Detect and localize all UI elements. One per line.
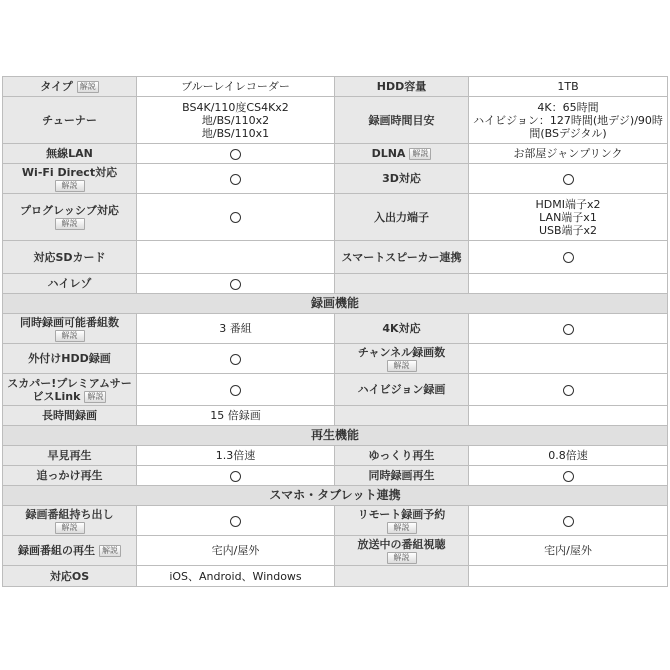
spec-label: ゆっくり再生 xyxy=(335,446,469,466)
spec-value-cell xyxy=(137,194,335,241)
kaisetsu-button[interactable]: 解説 xyxy=(84,391,106,403)
kaisetsu-button[interactable]: 解説 xyxy=(387,552,417,564)
kaisetsu-button[interactable]: 解説 xyxy=(387,360,417,372)
circle-mark-icon xyxy=(230,279,241,290)
spec-label: 同時録画可能番組数 xyxy=(20,315,119,329)
circle-mark-icon xyxy=(230,516,241,527)
circle-mark-icon xyxy=(230,149,241,160)
spec-label-empty xyxy=(335,406,469,426)
spec-value: 15 倍録画 xyxy=(137,406,335,426)
kaisetsu-button[interactable]: 解説 xyxy=(55,180,85,192)
spec-value: 宅内/屋外 xyxy=(137,536,335,566)
circle-mark-icon xyxy=(230,354,241,365)
spec-label: 長時間録画 xyxy=(3,406,137,426)
spec-label: リモート録画予約 xyxy=(357,507,446,521)
spec-value-line: BS4K/110度CS4Kx2 xyxy=(182,100,289,114)
spec-label: 4K対応 xyxy=(335,314,469,344)
spec-label: 早見再生 xyxy=(3,446,137,466)
spec-value-line: ハイビジョン：127時間(地デジ)/90時 xyxy=(473,113,663,127)
spec-value-cell xyxy=(137,374,335,406)
circle-mark-icon xyxy=(230,212,241,223)
spec-value-line: 4K：65時間 xyxy=(537,100,599,114)
spec-label: 入出力端子 xyxy=(335,194,469,241)
table-row xyxy=(3,566,668,587)
spec-label-cell xyxy=(335,506,469,536)
spec-value: お部屋ジャンプリンク xyxy=(469,144,668,164)
spec-label-cell xyxy=(3,374,137,406)
kaisetsu-button[interactable]: 解説 xyxy=(55,330,85,342)
spec-value-cell xyxy=(137,466,335,486)
section-title: スマホ・タブレット連携 xyxy=(3,486,668,506)
spec-value-cell xyxy=(469,241,668,274)
spec-label-cell xyxy=(335,344,469,374)
circle-mark-icon xyxy=(563,516,574,527)
spec-value-cell xyxy=(137,274,335,294)
spec-label-cell xyxy=(335,144,469,164)
spec-value-cell xyxy=(137,344,335,374)
circle-mark-icon xyxy=(563,324,574,335)
spec-value: 1TB xyxy=(469,77,668,97)
spec-table xyxy=(2,76,668,587)
spec-value-cell xyxy=(137,144,335,164)
spec-label: ハイビジョン録画 xyxy=(335,374,469,406)
spec-value-empty xyxy=(469,566,668,587)
spec-label: 無線LAN xyxy=(3,144,137,164)
spec-label: 録画番組持ち出し xyxy=(25,507,114,521)
spec-label: スマートスピーカー連携 xyxy=(335,241,469,274)
kaisetsu-button[interactable]: 解説 xyxy=(55,218,85,230)
table-row xyxy=(3,241,668,274)
spec-value-cell xyxy=(137,97,335,144)
spec-value xyxy=(137,241,335,274)
table-row xyxy=(3,374,668,406)
table-row xyxy=(3,466,668,486)
spec-value: 3 番組 xyxy=(137,314,335,344)
circle-mark-icon xyxy=(563,252,574,263)
spec-value-cell xyxy=(137,506,335,536)
spec-value-cell xyxy=(137,164,335,194)
spec-value-cell xyxy=(469,466,668,486)
spec-value: 宅内/屋外 xyxy=(469,536,668,566)
spec-value-cell xyxy=(469,506,668,536)
circle-mark-icon xyxy=(563,174,574,185)
spec-value-cell xyxy=(469,194,668,241)
circle-mark-icon xyxy=(563,471,574,482)
kaisetsu-button[interactable]: 解説 xyxy=(409,148,431,160)
spec-value-cell xyxy=(469,374,668,406)
spec-value-cell xyxy=(469,164,668,194)
spec-label: 放送中の番組視聴 xyxy=(357,537,446,551)
spec-label: スカパー!プレミアムサービスLink xyxy=(7,376,132,403)
table-row xyxy=(3,274,668,294)
spec-label: 3D対応 xyxy=(335,164,469,194)
spec-value xyxy=(469,344,668,374)
spec-label: ハイレゾ xyxy=(3,274,137,294)
spec-value-empty xyxy=(469,274,668,294)
kaisetsu-button[interactable]: 解説 xyxy=(55,522,85,534)
spec-label: 録画番組の再生 xyxy=(18,544,95,557)
spec-value-empty xyxy=(469,406,668,426)
table-row xyxy=(3,536,668,566)
circle-mark-icon xyxy=(230,471,241,482)
table-row xyxy=(3,344,668,374)
spec-value-line: HDMI端子x2 xyxy=(535,197,601,211)
section-header-row xyxy=(3,426,668,446)
spec-label: DLNA xyxy=(371,147,406,160)
spec-label: タイプ xyxy=(40,80,73,93)
circle-mark-icon xyxy=(230,174,241,185)
spec-label: Wi-Fi Direct対応 xyxy=(21,165,118,179)
spec-label-cell xyxy=(3,194,137,241)
table-row xyxy=(3,97,668,144)
spec-value-line: LAN端子x1 xyxy=(539,210,597,224)
table-row xyxy=(3,506,668,536)
spec-label-empty xyxy=(335,566,469,587)
section-title: 録画機能 xyxy=(3,294,668,314)
spec-label: チューナー xyxy=(3,97,137,144)
spec-value-line: 間(BSデジタル) xyxy=(529,126,607,140)
section-header-row xyxy=(3,486,668,506)
spec-label: 同時録画再生 xyxy=(335,466,469,486)
spec-value-cell xyxy=(469,97,668,144)
spec-value-cell xyxy=(469,314,668,344)
spec-label: 外付けHDD録画 xyxy=(3,344,137,374)
spec-label-cell xyxy=(3,314,137,344)
table-row xyxy=(3,314,668,344)
table-row xyxy=(3,406,668,426)
spec-label: 対応SDカード xyxy=(3,241,137,274)
table-row xyxy=(3,164,668,194)
spec-label: 録画時間目安 xyxy=(335,97,469,144)
spec-label: 対応OS xyxy=(3,566,137,587)
kaisetsu-button[interactable]: 解説 xyxy=(387,522,417,534)
spec-value: ブルーレイレコーダー xyxy=(137,77,335,97)
spec-value-line: 地/BS/110x2 xyxy=(201,113,270,127)
spec-value-line: 地/BS/110x1 xyxy=(201,126,270,140)
table-row xyxy=(3,77,668,97)
spec-label-cell xyxy=(3,77,137,97)
spec-label-cell xyxy=(3,164,137,194)
spec-value: 0.8倍速 xyxy=(469,446,668,466)
spec-label-cell xyxy=(3,536,137,566)
spec-label-empty xyxy=(335,274,469,294)
kaisetsu-button[interactable]: 解説 xyxy=(99,545,121,557)
spec-value: iOS、Android、Windows xyxy=(137,566,335,587)
circle-mark-icon xyxy=(563,385,574,396)
section-title: 再生機能 xyxy=(3,426,668,446)
spec-label-cell xyxy=(335,536,469,566)
section-header-row xyxy=(3,294,668,314)
spec-value: 1.3倍速 xyxy=(137,446,335,466)
table-row xyxy=(3,446,668,466)
kaisetsu-button[interactable]: 解説 xyxy=(77,81,99,93)
spec-label: HDD容量 xyxy=(335,77,469,97)
spec-label-cell xyxy=(3,506,137,536)
spec-value-line: USB端子x2 xyxy=(538,223,598,237)
spec-label: チャンネル録画数 xyxy=(357,345,446,359)
table-row xyxy=(3,194,668,241)
spec-label: 追っかけ再生 xyxy=(3,466,137,486)
table-row xyxy=(3,144,668,164)
circle-mark-icon xyxy=(230,385,241,396)
spec-label: プログレッシブ対応 xyxy=(20,204,119,217)
